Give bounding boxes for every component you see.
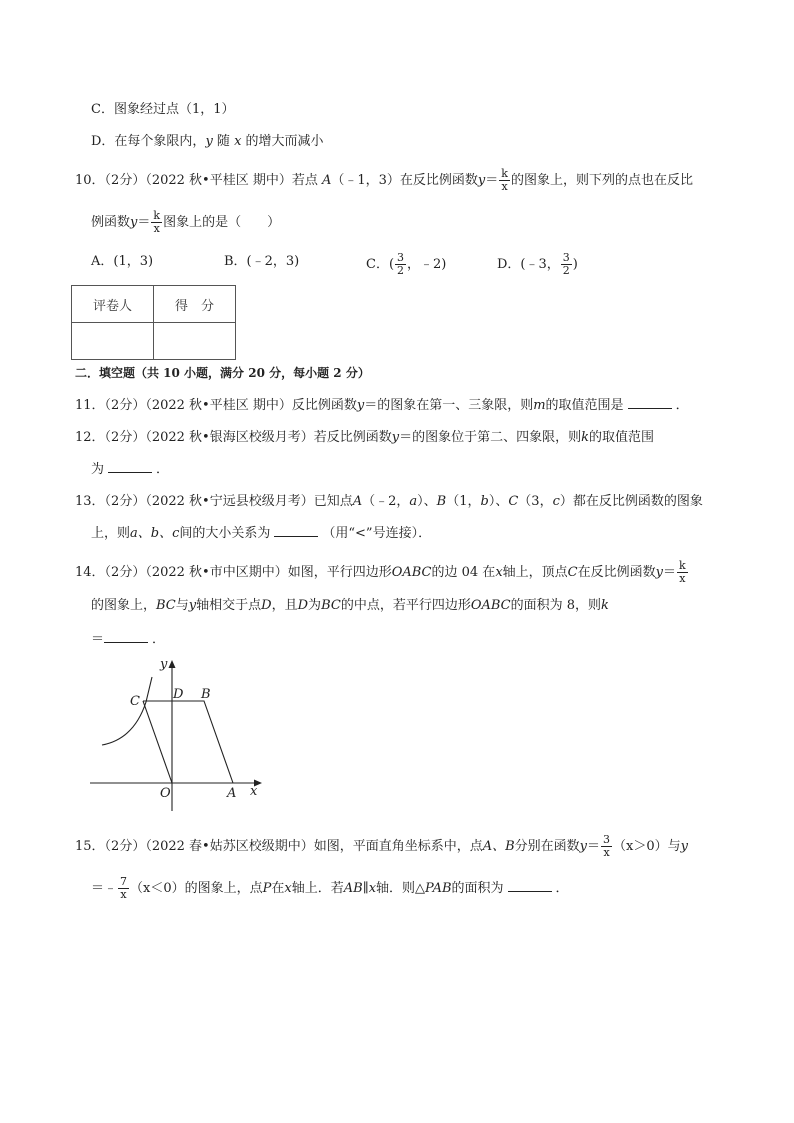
q13-line2-prefix: 上，则	[91, 526, 131, 541]
fraction-k-over-x	[499, 168, 510, 193]
q9-option-d-post: 的增大而减小	[241, 134, 324, 149]
q12-line1	[75, 428, 654, 448]
fraction-3-over-2	[395, 252, 406, 277]
label-b: B	[201, 687, 211, 702]
q15-line1	[75, 834, 688, 859]
denominator: x	[120, 888, 127, 901]
var-x: x	[234, 134, 242, 149]
answer-blank[interactable]	[274, 524, 318, 537]
q11-suffix: 的取值范围是	[545, 398, 624, 413]
numerator: 7	[120, 875, 128, 888]
coord-b-post: ）、	[488, 494, 509, 509]
segment-bc: BC	[156, 598, 176, 613]
q15-line2-eq: ＝﹣	[91, 881, 118, 896]
var-y: y	[655, 565, 663, 580]
answer-blank[interactable]	[108, 460, 152, 473]
q14-line2	[91, 596, 609, 616]
var-y: y	[356, 398, 365, 413]
period: ．	[156, 462, 170, 477]
fraction-3-over-2	[561, 252, 572, 277]
label-d: D	[173, 687, 184, 702]
var-m: m	[533, 398, 546, 413]
point-c: C	[508, 494, 519, 509]
q10-suffix: 的图象上，则下列的点也在反比	[510, 173, 693, 188]
coord-c-pre: （3，	[518, 494, 553, 509]
q15-line2	[91, 876, 569, 901]
reviewer-cell	[72, 323, 154, 360]
numerator: 3	[603, 833, 611, 846]
coord-a-pre: （﹣2，	[362, 494, 410, 509]
point-c: C	[567, 565, 578, 580]
var-y: y	[391, 430, 400, 445]
q13-line2	[91, 524, 431, 544]
q15-cond2: （x＜0）的图象上，点	[130, 881, 263, 896]
point-a: A	[321, 173, 332, 188]
q13-line1	[75, 492, 703, 512]
point-p: P	[262, 881, 272, 896]
equals-sign: ＝	[137, 215, 151, 230]
fraction-k-over-x	[677, 560, 688, 585]
q10-option-d	[497, 252, 578, 277]
answer-blank[interactable]	[104, 630, 148, 643]
var-c: c	[552, 494, 560, 509]
q12-line2-prefix: 为	[91, 462, 105, 477]
q15-prefix: 15．（2分）（2022 春•姑苏区校级期中）如图，平面直角坐标系中，点	[75, 839, 483, 854]
numerator: 3	[397, 251, 405, 264]
q14-mid3: 在反比例函数	[577, 565, 656, 580]
section-heading	[75, 363, 370, 383]
label-y: y	[160, 657, 168, 672]
q10-line2-suffix: 图象上的是（ ）	[163, 215, 281, 230]
point-d: D	[297, 598, 309, 613]
var-k: k	[601, 598, 609, 613]
q10-coord: （﹣1，3）在反比例函数	[331, 173, 478, 188]
q14-mid2: 轴上，顶点	[502, 565, 568, 580]
point-d: D	[261, 598, 272, 613]
hyperbola-curve	[102, 677, 152, 745]
q11-prefix: 11．（2分）（2022 秋•平桂区 期中）反比例函数	[75, 398, 357, 413]
denominator: x	[501, 180, 508, 193]
denominator: 2	[562, 264, 570, 277]
q10-line1	[75, 168, 693, 193]
numerator: k	[679, 559, 686, 572]
q14-line2-mid2: 轴相交于点	[196, 598, 262, 613]
point-b: B	[436, 494, 447, 509]
q10-option-c-post: ，﹣2)	[407, 257, 447, 272]
shape-oabc: OABC	[391, 565, 432, 580]
q12-suffix: 的取值范围	[588, 430, 654, 445]
coord-b-pre: （1，	[446, 494, 481, 509]
q14-line2-suffix: 的面积为 8，则	[510, 598, 602, 613]
q11	[75, 396, 689, 416]
q15-cond1: （x＞0）与	[613, 839, 681, 854]
q14-line2-mid5: 的中点，若平行四边形	[340, 598, 471, 613]
shape-oabc: OABC	[470, 598, 511, 613]
q15-line2-suffix: 的面积为	[451, 881, 504, 896]
q14-line2-prefix: 的图象上，	[91, 598, 157, 613]
fraction-k-over-x	[151, 210, 162, 235]
q9-option-d-text: D．在每个象限内，	[91, 134, 206, 149]
q10-option-c	[366, 252, 446, 277]
q14-line3-prefix: ＝	[91, 632, 105, 647]
label-o: O	[160, 786, 171, 801]
fraction-3-over-x	[601, 834, 612, 859]
q11-mid: ＝的图象在第一、三象限，则	[364, 398, 534, 413]
q9-option-c	[91, 100, 235, 120]
q15-line2-mid2: 轴上．若	[291, 881, 344, 896]
coord-c-post: ）都在反比例函数的图象	[559, 494, 703, 509]
numerator: 3	[562, 251, 570, 264]
segment-bc: BC	[321, 598, 341, 613]
denominator: x	[153, 222, 160, 235]
reviewer-header: 评卷人	[72, 286, 154, 323]
q9-option-d-mid: 随	[212, 134, 235, 149]
coord-a-post: ）、	[417, 494, 437, 509]
numerator: k	[153, 209, 161, 222]
var-y: y	[680, 839, 689, 854]
label-a: A	[227, 786, 237, 801]
score-table	[71, 285, 236, 360]
var-b: b	[480, 494, 489, 509]
triangle-pab: PAB	[425, 881, 452, 896]
denominator: x	[603, 846, 610, 859]
label-c: C	[130, 694, 140, 709]
var-a: a	[409, 494, 418, 509]
var-y: y	[579, 839, 588, 854]
segment-co	[143, 701, 172, 783]
point-a: A	[352, 494, 363, 509]
q14-line2-mid4: 为	[308, 598, 322, 613]
segment-cb-ba	[143, 701, 233, 783]
points-ab: A、B	[482, 839, 515, 854]
q13-prefix: 13．（2分）（2022 秋•宁远县校级月考）已知点	[75, 494, 353, 509]
equals-sign: ＝	[587, 839, 601, 854]
q14-line2-mid3: ，且	[271, 598, 298, 613]
q14-line2-mid: 与	[175, 598, 189, 613]
q9-option-c-text: C．图象经过点（1，1）	[91, 102, 235, 117]
q13-line2-mid: 间的大小关系为	[179, 526, 271, 541]
fraction-7-over-x	[118, 876, 129, 901]
q10-option-a: A．(1，3)	[91, 254, 154, 269]
q15-line2-mid3: 轴．则△	[376, 881, 426, 896]
q13-line2-suffix: （用“<”号连接）．	[322, 526, 432, 541]
q12-mid: ＝的图象位于第二、四象限，则	[399, 430, 582, 445]
var-y: y	[477, 173, 486, 188]
q10-option-d-pre: D．(﹣3，	[497, 257, 560, 272]
var-y: y	[188, 598, 197, 613]
q10-line2-prefix: 例函数	[91, 215, 131, 230]
vars-abc: a、b、c	[130, 526, 180, 541]
label-x: x	[250, 784, 258, 799]
q14-mid: 的边 04 在	[431, 565, 496, 580]
var-y: y	[205, 134, 213, 149]
q14-line3	[91, 630, 165, 650]
var-x: x	[495, 565, 503, 580]
answer-blank[interactable]	[508, 879, 552, 892]
q14-figure	[90, 655, 270, 815]
y-axis-arrow-icon	[169, 660, 176, 668]
var-x: x	[284, 881, 292, 896]
equals-sign: ＝	[663, 565, 677, 580]
q15-line2-mid: 在	[271, 881, 285, 896]
denominator: x	[679, 572, 686, 585]
q10-prefix: 10．（2分）（2022 秋•平桂区 期中）若点	[75, 173, 322, 188]
answer-blank[interactable]	[628, 396, 672, 409]
q14-line1	[75, 560, 689, 585]
score-header: 得 分	[154, 286, 236, 323]
equals-sign: ＝	[485, 173, 499, 188]
score-cell	[154, 323, 236, 360]
q12-line2	[91, 460, 169, 480]
ab-parallel-x: AB∥x	[343, 881, 377, 896]
q14-prefix: 14．（2分）（2022 秋•市中区期中）如图，平行四边形	[75, 565, 392, 580]
q15-mid: 分别在函数	[514, 839, 580, 854]
q10-line2	[91, 210, 280, 235]
numerator: k	[501, 167, 508, 180]
q12-prefix: 12．（2分）（2022 秋•银海区校级月考）若反比例函数	[75, 430, 392, 445]
var-y: y	[130, 215, 138, 230]
period: ．	[152, 632, 166, 647]
q10-option-c-pre: C．(	[366, 257, 395, 272]
denominator: 2	[397, 264, 405, 277]
section-title: 二．填空题（共 10 小题，满分 20 分，每小题 2 分）	[75, 366, 370, 380]
q10-option-d-post: )	[572, 257, 578, 272]
q10-option-b: B．(﹣2，3)	[224, 254, 300, 269]
var-k: k	[581, 430, 589, 445]
period: ．	[675, 398, 689, 413]
q9-option-d	[91, 132, 324, 152]
period: ．	[555, 881, 569, 896]
